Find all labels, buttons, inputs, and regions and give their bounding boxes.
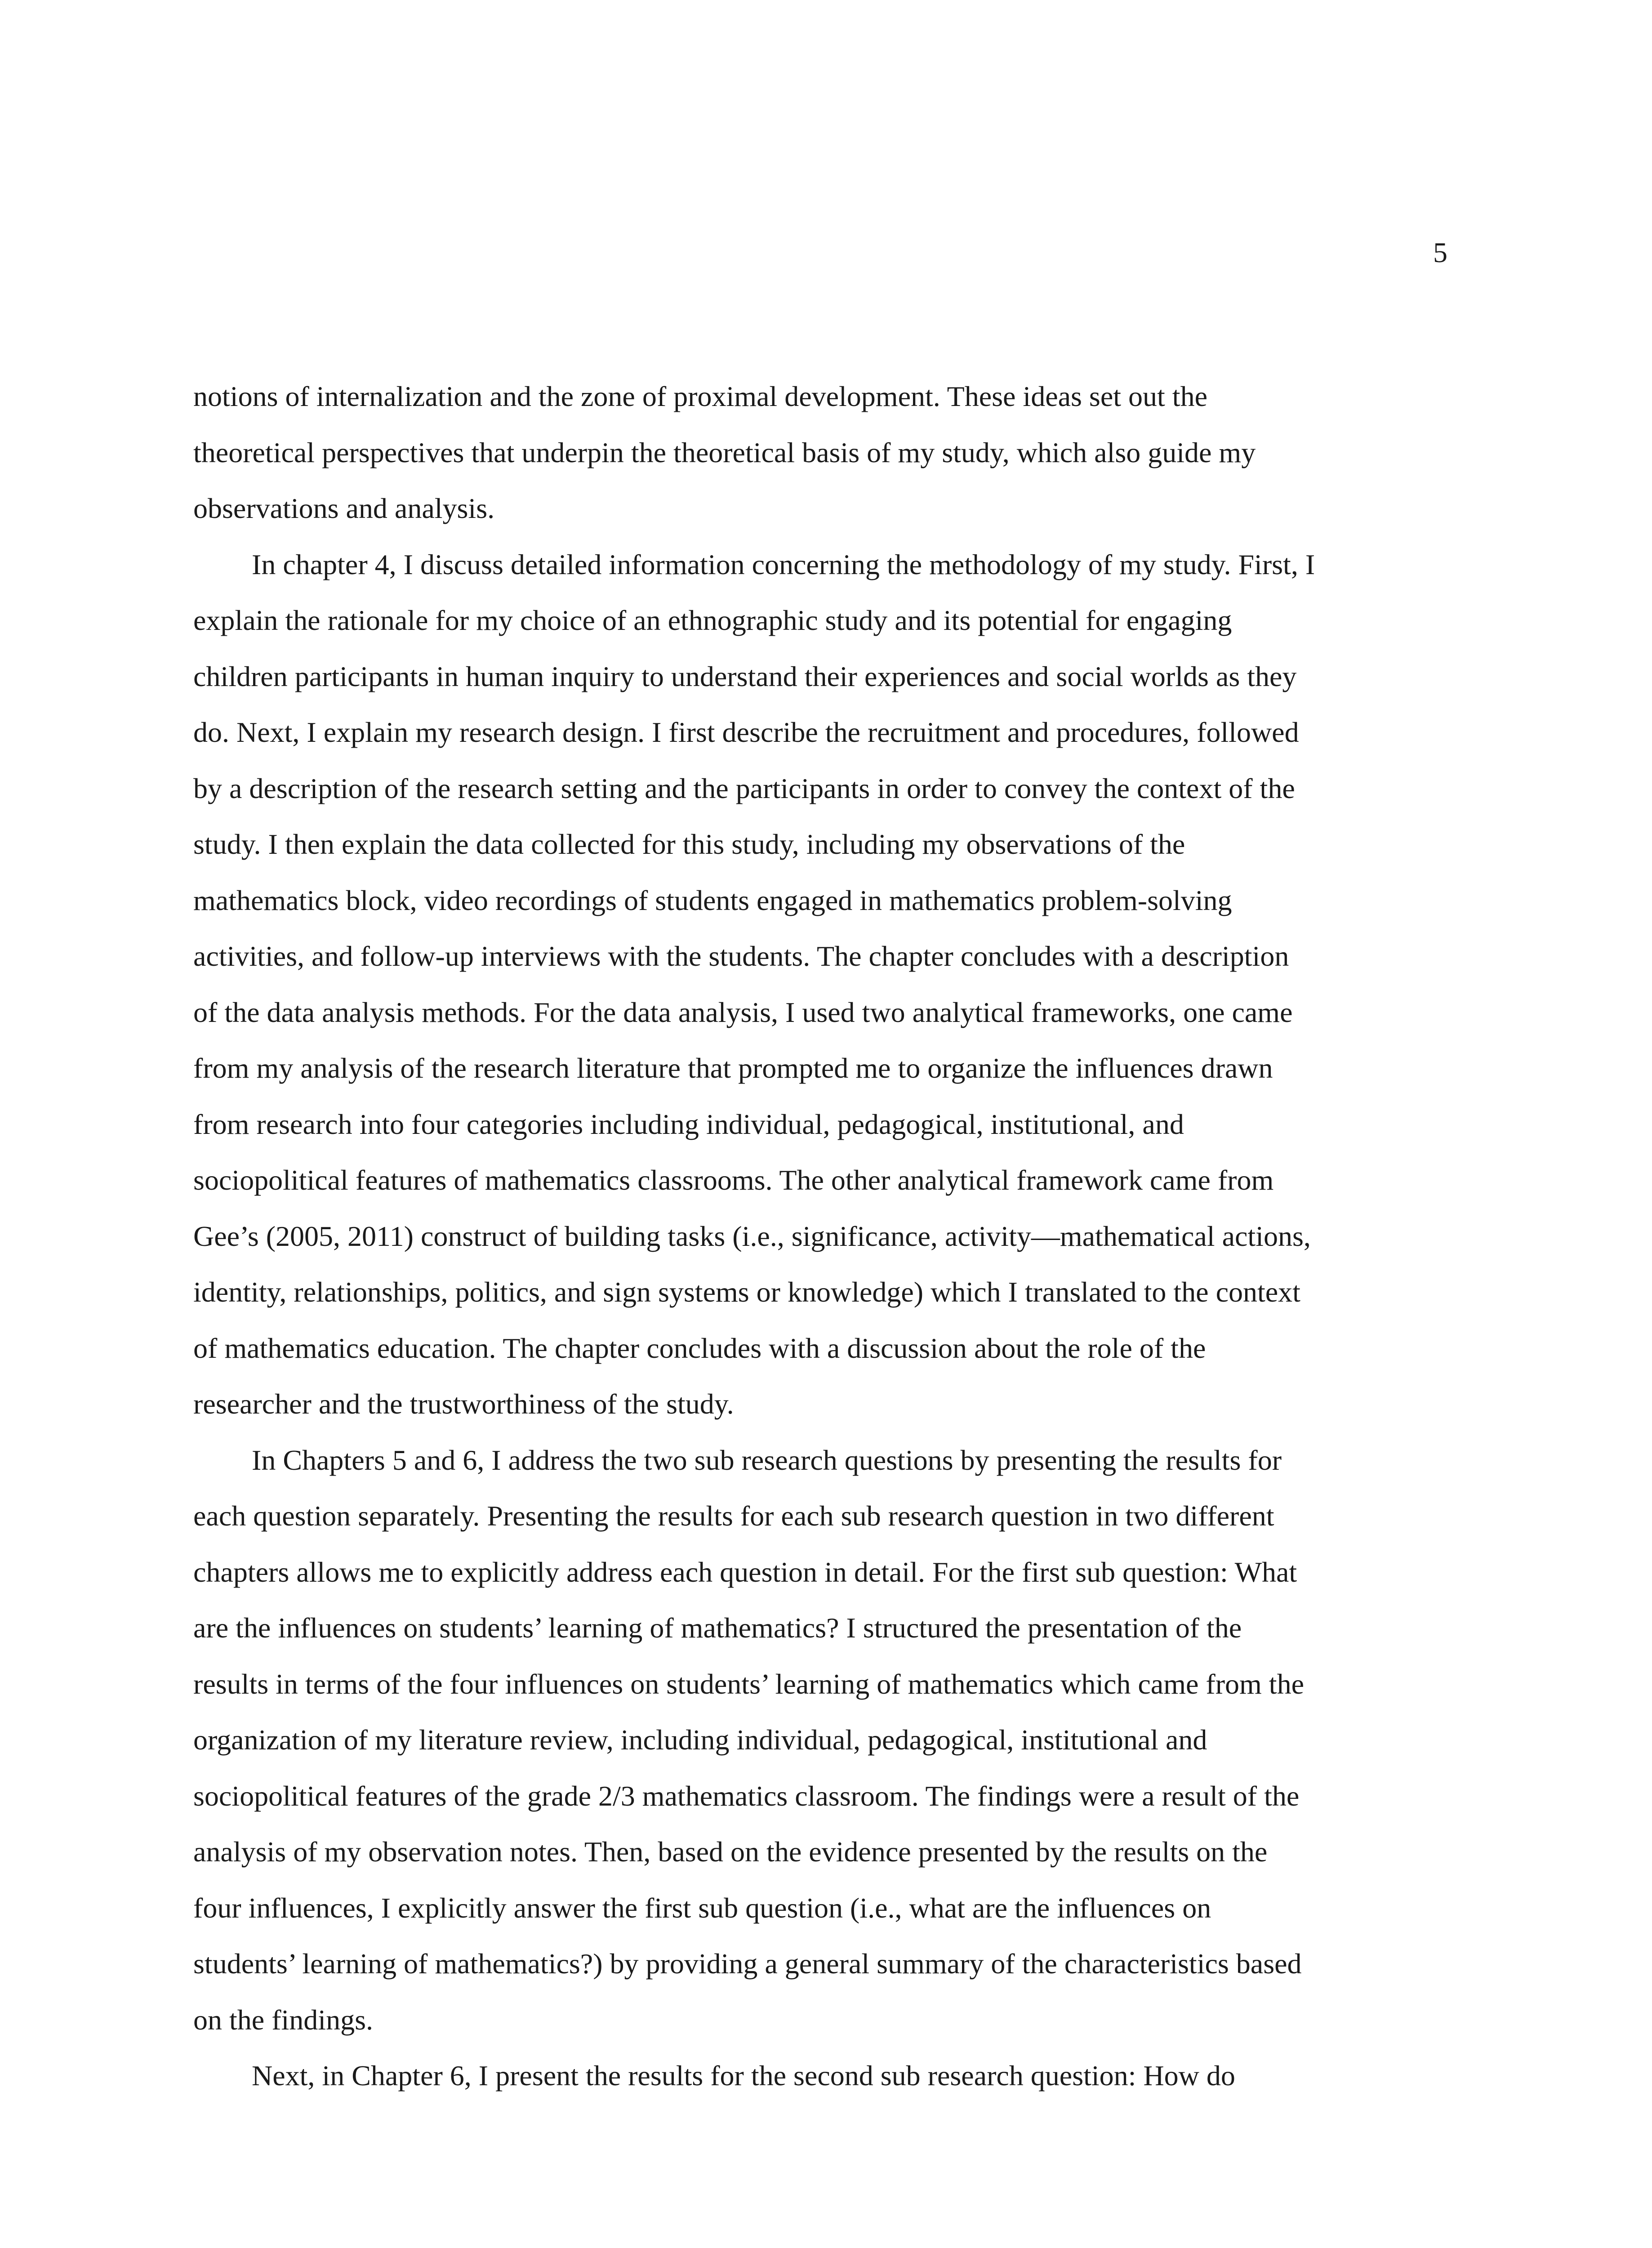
text-line: Gee’s (2005, 2011) construct of building tasks (i.e., significance, activity—mathematical actions, [193,1220,1311,1252]
text-line: activities, and follow-up interviews with the students. The chapter concludes with a description [193,940,1289,972]
body-text [193,369,1456,2104]
text-line: observations and analysis. [193,492,495,524]
text-line: four influences, I explicitly answer the first sub question (i.e., what are the influences on [193,1891,1211,1924]
page-number: 5 [1433,236,1447,268]
text-line: theoretical perspectives that underpin the theoretical basis of my study, which also guide my [193,436,1256,468]
text-line: mathematics block, video recordings of students engaged in mathematics problem-solving [193,884,1232,916]
text-line: organization of my literature review, including individual, pedagogical, institutional and [193,1724,1207,1756]
text-line: results in terms of the four influences on students’ learning of mathematics which came from the [193,1668,1304,1700]
text-line: of the data analysis methods. For the data analysis, I used two analytical frameworks, one came [193,996,1293,1028]
text-line: notions of internalization and the zone of proximal development. These ideas set out the [193,380,1207,412]
text-line: In chapter 4, I discuss detailed information concerning the methodology of my study. First, I [252,548,1315,580]
paragraph [193,1432,1456,2048]
text-line: by a description of the research setting and the participants in order to convey the context of the [193,772,1295,804]
text-line: explain the rationale for my choice of an ethnographic study and its potential for engaging [193,604,1232,636]
text-line: children participants in human inquiry to understand their experiences and social worlds as they [193,660,1297,692]
paragraph [193,537,1456,1432]
text-line: students’ learning of mathematics?) by providing a general summary of the characteristics based [193,1948,1302,1980]
text-line: Next, in Chapter 6, I present the results for the second sub research question: How do [252,2060,1235,2092]
text-line: are the influences on students’ learning of mathematics? I structured the presentation of the [193,1612,1242,1644]
text-line: on the findings. [193,2003,373,2036]
paragraph [193,2048,1456,2104]
text-line: sociopolitical features of mathematics classrooms. The other analytical framework came from [193,1164,1274,1196]
text-line: from research into four categories including individual, pedagogical, institutional, and [193,1108,1184,1140]
text-line: do. Next, I explain my research design. I first describe the recruitment and procedures, followed [193,716,1299,748]
text-line: identity, relationships, politics, and sign systems or knowledge) which I translated to the context [193,1276,1300,1308]
text-line: from my analysis of the research literature that prompted me to organize the influences drawn [193,1052,1273,1084]
text-line: of mathematics education. The chapter concludes with a discussion about the role of the [193,1332,1206,1364]
text-line: In Chapters 5 and 6, I address the two sub research questions by presenting the results for [252,1444,1282,1476]
text-line: study. I then explain the data collected for this study, including my observations of the [193,828,1185,860]
text-line: sociopolitical features of the grade 2/3 mathematics classroom. The findings were a result of the [193,1780,1300,1812]
text-line: researcher and the trustworthiness of the study. [193,1388,734,1420]
text-line: each question separately. Presenting the results for each sub research question in two different [193,1500,1274,1532]
text-line: chapters allows me to explicitly address each question in detail. For the first sub question: What [193,1556,1297,1588]
paragraph [193,369,1456,537]
text-line: analysis of my observation notes. Then, based on the evidence presented by the results on the [193,1836,1268,1868]
